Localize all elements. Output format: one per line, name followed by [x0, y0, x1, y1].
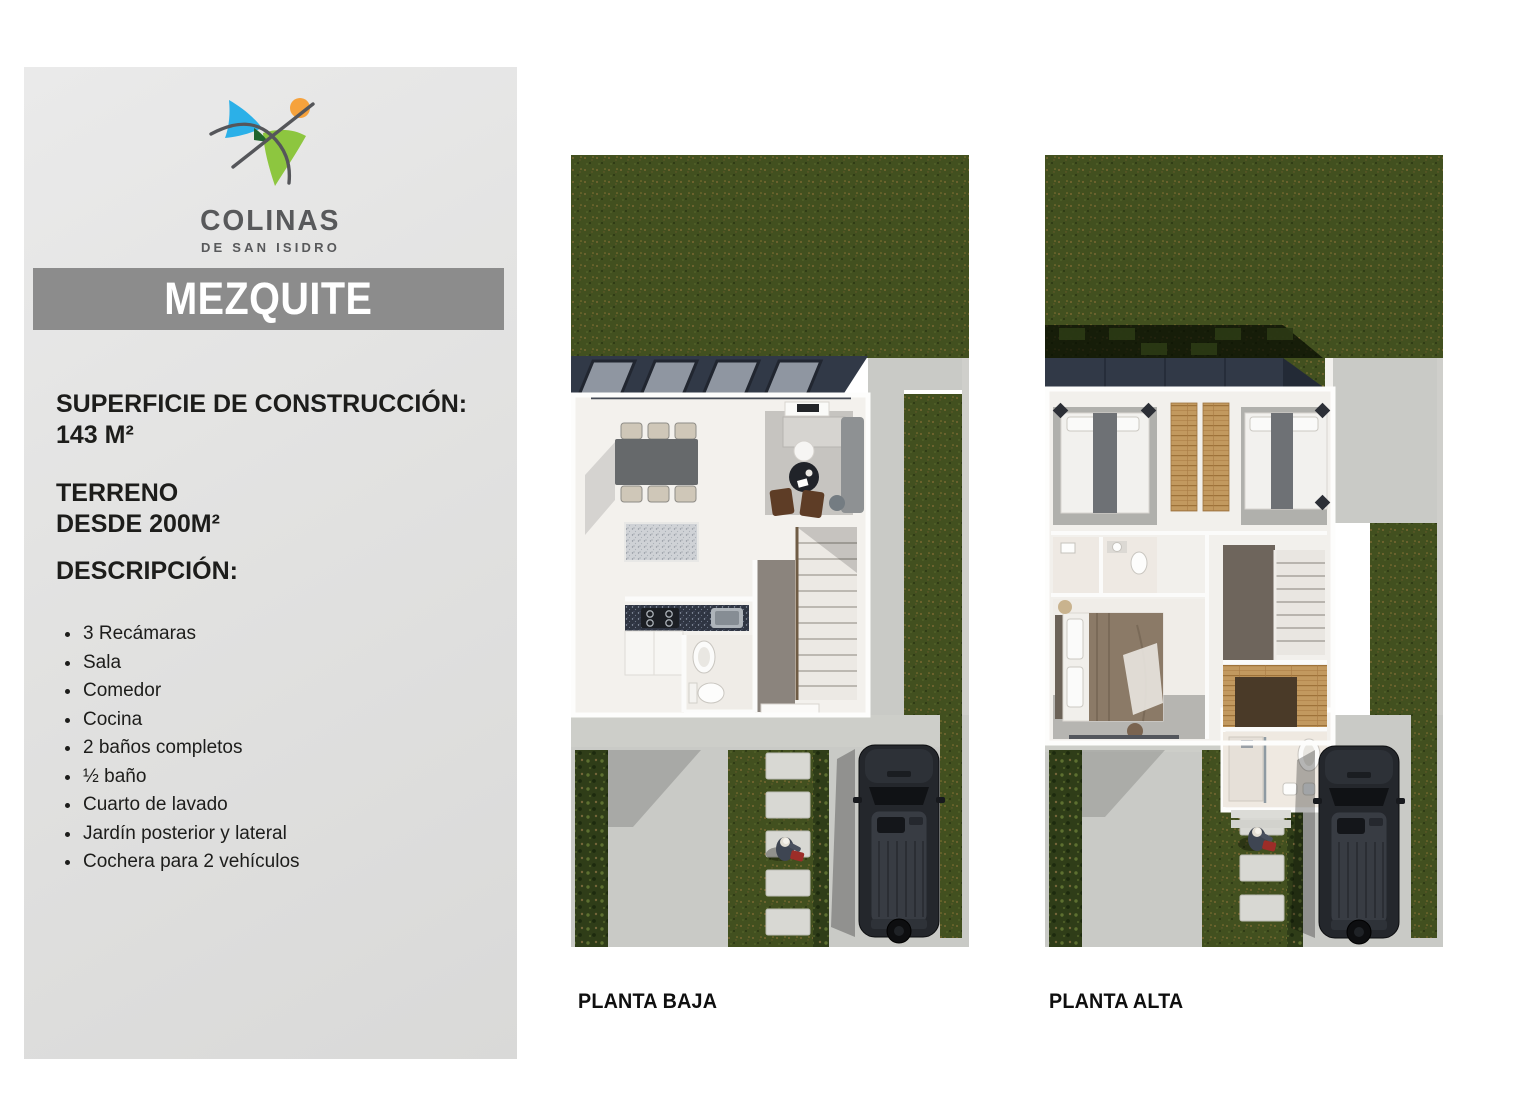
feature-item: Jardín posterior y lateral — [56, 820, 486, 849]
brand-subtitle: DE SAN ISIDRO — [200, 240, 341, 255]
model-title-bar — [33, 268, 504, 330]
spec-section — [56, 389, 486, 877]
feature-item: Sala — [56, 649, 486, 678]
construction-value: 143 M² — [56, 421, 134, 449]
plan-alta-render — [1045, 155, 1443, 947]
plan-baja-caption: PLANTA BAJA — [578, 990, 718, 1013]
land-value: DESDE 200M² — [56, 510, 220, 538]
plan-baja-render — [571, 155, 969, 947]
model-title: MEZQUITE — [164, 273, 373, 324]
brand-name: COLINAS — [200, 205, 341, 237]
description-heading: DESCRIPCIÓN: — [56, 557, 238, 585]
plan-alta-caption: PLANTA ALTA — [1049, 990, 1184, 1013]
construction-label: SUPERFICIE DE CONSTRUCCIÓN: — [56, 390, 468, 418]
brand-logo — [24, 93, 517, 255]
feature-item: 2 baños completos — [56, 734, 486, 763]
feature-item: Cocina — [56, 706, 486, 735]
feature-item: Cuarto de lavado — [56, 791, 486, 820]
feature-item: 3 Recámaras — [56, 620, 486, 649]
info-panel — [24, 67, 517, 1059]
construction-spec — [56, 389, 486, 451]
feature-list — [56, 620, 486, 877]
feature-item: Comedor — [56, 677, 486, 706]
feature-item: Cochera para 2 vehículos — [56, 848, 486, 877]
feature-item: ½ baño — [56, 763, 486, 792]
colinas-logo-icon — [205, 93, 337, 201]
land-label: TERRENO — [56, 479, 179, 507]
land-spec — [56, 478, 486, 540]
